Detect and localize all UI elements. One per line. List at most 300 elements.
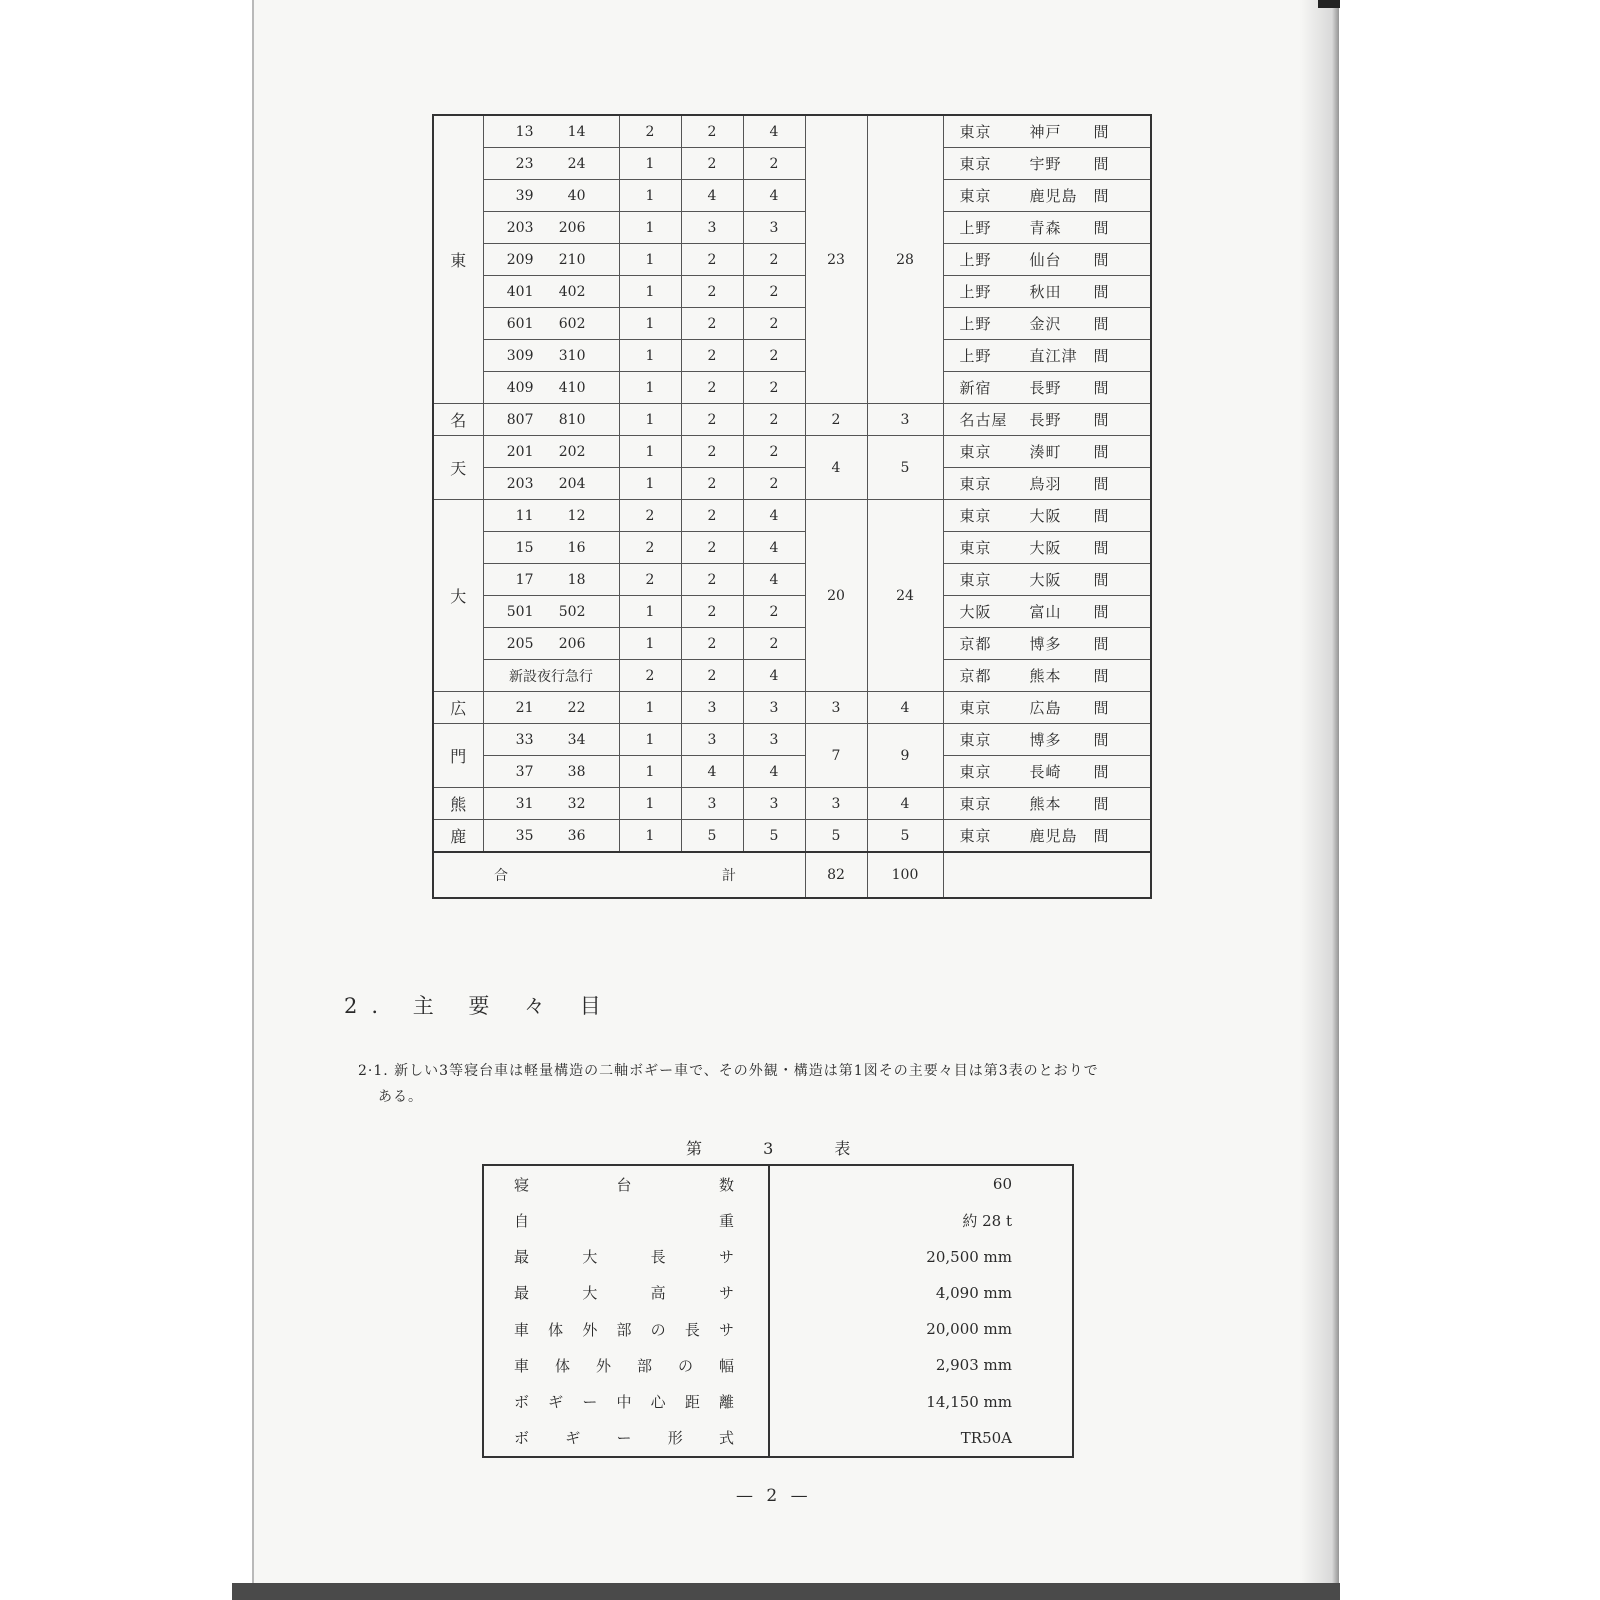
count-cell-3: 4 — [743, 180, 805, 212]
route-from: 上野 — [959, 315, 992, 333]
count-cell-3: 4 — [743, 660, 805, 692]
route-from: 東京 — [959, 475, 992, 493]
train-number-up: 24 — [567, 155, 586, 172]
table-row — [433, 692, 1151, 724]
route-cell — [943, 692, 1151, 724]
route-cell — [943, 212, 1151, 244]
route-from: 大阪 — [959, 603, 992, 621]
route-to: 仙台 — [1029, 251, 1062, 269]
train-number-up: 502 — [558, 603, 586, 620]
train-number-cell — [483, 276, 619, 308]
train-number-down: 17 — [515, 571, 534, 588]
route-to: 博多 — [1029, 731, 1062, 749]
table-row — [433, 308, 1151, 340]
table-row — [433, 596, 1151, 628]
route-from: 京都 — [959, 635, 992, 653]
group-subtotal-cell: 2 — [805, 404, 867, 436]
train-number-up: 202 — [558, 443, 586, 460]
spec-row — [483, 1383, 1073, 1419]
count-cell-1: 1 — [619, 212, 681, 244]
count-cell-1: 1 — [619, 628, 681, 660]
total-label-right: 計 — [722, 868, 736, 884]
group-total-cell: 4 — [867, 788, 943, 820]
route-from: 東京 — [959, 443, 992, 461]
table-row — [433, 148, 1151, 180]
spec-key: 車体外部の幅 — [514, 1356, 734, 1375]
count-cell-3: 2 — [743, 596, 805, 628]
train-number-up: 14 — [567, 123, 586, 140]
count-cell-1: 2 — [619, 660, 681, 692]
route-to: 熊本 — [1029, 667, 1062, 685]
route-to: 長野 — [1029, 411, 1062, 429]
route-from: 東京 — [959, 507, 992, 525]
table-row — [433, 372, 1151, 404]
route-suffix: 間 — [1093, 283, 1110, 301]
count-cell-2: 2 — [681, 372, 743, 404]
train-number-up: 16 — [567, 539, 586, 556]
route-suffix: 間 — [1093, 443, 1110, 461]
train-number-up: 36 — [567, 827, 586, 844]
count-cell-2: 2 — [681, 628, 743, 660]
group-total-cell: 5 — [867, 820, 943, 853]
route-from: 東京 — [959, 763, 992, 781]
route-to: 秋田 — [1029, 283, 1062, 301]
region-cell: 門 — [433, 724, 483, 788]
count-cell-2: 2 — [681, 596, 743, 628]
train-number-cell — [483, 436, 619, 468]
route-from: 東京 — [959, 699, 992, 717]
count-cell-1: 1 — [619, 468, 681, 500]
count-cell-1: 1 — [619, 180, 681, 212]
train-number-down: 15 — [515, 539, 534, 556]
count-cell-1: 2 — [619, 564, 681, 596]
train-number-up: 206 — [558, 219, 586, 236]
scan-margin-right — [1339, 0, 1600, 1600]
group-subtotal-cell: 3 — [805, 788, 867, 820]
route-from: 東京 — [959, 571, 992, 589]
table-row — [433, 115, 1151, 148]
route-cell — [943, 372, 1151, 404]
total-row — [433, 852, 1151, 898]
table-row — [433, 820, 1151, 853]
count-cell-1: 1 — [619, 404, 681, 436]
route-suffix: 間 — [1093, 475, 1110, 493]
group-total-cell: 4 — [867, 692, 943, 724]
route-to: 直江津 — [1029, 347, 1078, 365]
table-row — [433, 404, 1151, 436]
train-number-cell — [483, 628, 619, 660]
spec-value: 約 28 t — [962, 1211, 1012, 1230]
route-cell — [943, 180, 1151, 212]
route-from: 名古屋 — [959, 411, 1008, 429]
train-number-cell — [483, 820, 619, 853]
train-number-cell: 新設夜行急行 — [483, 660, 619, 692]
train-number-down: 33 — [515, 731, 534, 748]
count-cell-3: 2 — [743, 468, 805, 500]
train-number-up: 32 — [567, 795, 586, 812]
count-cell-2: 4 — [681, 756, 743, 788]
train-number-up: 18 — [567, 571, 586, 588]
train-number-down: 807 — [506, 411, 534, 428]
count-cell-2: 2 — [681, 660, 743, 692]
train-number-down: 11 — [515, 507, 534, 524]
train-number-cell — [483, 115, 619, 148]
route-cell — [943, 148, 1151, 180]
count-cell-3: 4 — [743, 564, 805, 596]
paragraph-line-2: ある。 — [378, 1089, 423, 1105]
count-cell-3: 2 — [743, 244, 805, 276]
route-suffix: 間 — [1093, 635, 1110, 653]
route-suffix: 間 — [1093, 699, 1110, 717]
train-number-down: 201 — [506, 443, 534, 460]
spec-key: ボギー形式 — [514, 1429, 734, 1448]
spec-key: 最大長サ — [514, 1248, 734, 1267]
route-cell — [943, 628, 1151, 660]
route-cell — [943, 820, 1151, 853]
total-label-cell — [433, 852, 805, 898]
route-suffix: 間 — [1093, 827, 1110, 845]
count-cell-2: 2 — [681, 532, 743, 564]
train-number-cell — [483, 180, 619, 212]
train-number-down: 209 — [506, 251, 534, 268]
route-from: 上野 — [959, 283, 992, 301]
route-cell — [943, 308, 1151, 340]
route-to: 鹿児島 — [1029, 187, 1078, 205]
route-cell — [943, 436, 1151, 468]
route-to: 金沢 — [1029, 315, 1062, 333]
route-from: 上野 — [959, 219, 992, 237]
route-to: 長野 — [1029, 379, 1062, 397]
count-cell-2: 2 — [681, 276, 743, 308]
table-row — [433, 244, 1151, 276]
train-number-down: 13 — [515, 123, 534, 140]
table-row — [433, 660, 1151, 692]
spec-value: 2,903 mm — [935, 1356, 1012, 1375]
train-number-cell — [483, 756, 619, 788]
train-number-cell — [483, 788, 619, 820]
route-suffix: 間 — [1093, 731, 1110, 749]
count-cell-1: 1 — [619, 788, 681, 820]
route-to: 湊町 — [1029, 443, 1062, 461]
count-cell-1: 2 — [619, 115, 681, 148]
train-number-cell — [483, 308, 619, 340]
route-from: 京都 — [959, 667, 992, 685]
spec-value: 20,500 mm — [926, 1247, 1012, 1266]
group-subtotal-cell: 7 — [805, 724, 867, 788]
route-cell — [943, 115, 1151, 148]
count-cell-3: 3 — [743, 788, 805, 820]
route-suffix: 間 — [1093, 411, 1110, 429]
route-cell — [943, 532, 1151, 564]
table-row — [433, 628, 1151, 660]
train-number-down: 205 — [506, 635, 534, 652]
count-cell-2: 3 — [681, 212, 743, 244]
group-subtotal-cell: 5 — [805, 820, 867, 853]
spec-key: ボギー中心距離 — [514, 1393, 734, 1411]
route-cell — [943, 660, 1151, 692]
train-number-down: 401 — [506, 283, 534, 300]
route-from: 東京 — [959, 539, 992, 557]
table-row — [433, 500, 1151, 532]
count-cell-2: 2 — [681, 308, 743, 340]
spec-key-cell — [483, 1275, 769, 1311]
count-cell-2: 5 — [681, 820, 743, 853]
train-number-cell — [483, 692, 619, 724]
count-cell-1: 2 — [619, 532, 681, 564]
route-cell — [943, 564, 1151, 596]
train-number-up: 34 — [567, 731, 586, 748]
scan-artifact-bottom — [232, 1583, 1340, 1600]
region-cell: 熊 — [433, 788, 483, 820]
table-row — [433, 788, 1151, 820]
spec-key-cell — [483, 1311, 769, 1347]
group-subtotal-cell: 20 — [805, 500, 867, 692]
route-to: 鹿児島 — [1029, 827, 1078, 845]
count-cell-1: 1 — [619, 692, 681, 724]
count-cell-2: 2 — [681, 564, 743, 596]
group-total-cell: 5 — [867, 436, 943, 500]
group-subtotal-cell: 23 — [805, 115, 867, 404]
scan-margin-left — [0, 0, 252, 1600]
route-to: 富山 — [1029, 603, 1062, 621]
page-number: — 2 — — [736, 1486, 812, 1506]
spec-key-cell — [483, 1383, 769, 1419]
route-to: 鳥羽 — [1029, 475, 1062, 493]
train-number-cell — [483, 564, 619, 596]
count-cell-2: 2 — [681, 148, 743, 180]
route-from: 上野 — [959, 251, 992, 269]
count-cell-3: 2 — [743, 308, 805, 340]
spec-key-cell — [483, 1239, 769, 1275]
train-number-down: 203 — [506, 219, 534, 236]
route-suffix: 間 — [1093, 123, 1110, 141]
train-number-down: 21 — [515, 699, 534, 716]
route-from: 東京 — [959, 187, 992, 205]
count-cell-3: 3 — [743, 692, 805, 724]
route-suffix: 間 — [1093, 667, 1110, 685]
train-number-up: 310 — [558, 347, 586, 364]
train-number-down: 309 — [506, 347, 534, 364]
spec-value: 20,000 mm — [926, 1320, 1012, 1339]
route-to: 大阪 — [1029, 571, 1062, 589]
train-number-cell — [483, 148, 619, 180]
train-number-cell — [483, 468, 619, 500]
spec-row — [483, 1311, 1073, 1347]
count-cell-2: 2 — [681, 436, 743, 468]
route-to: 広島 — [1029, 699, 1062, 717]
train-number-up: 40 — [567, 187, 586, 204]
spec-row — [483, 1420, 1073, 1457]
route-to: 熊本 — [1029, 795, 1062, 813]
route-cell — [943, 596, 1151, 628]
main-dimensions-table — [482, 1164, 1074, 1458]
train-number-cell — [483, 212, 619, 244]
count-cell-1: 1 — [619, 308, 681, 340]
group-total-cell: 28 — [867, 115, 943, 404]
count-cell-1: 1 — [619, 372, 681, 404]
table-row — [433, 180, 1151, 212]
route-from: 東京 — [959, 155, 992, 173]
route-from: 新宿 — [959, 379, 992, 397]
spec-row — [483, 1347, 1073, 1383]
region-cell: 大 — [433, 500, 483, 692]
scan-artifact-top — [1318, 0, 1340, 8]
route-to: 宇野 — [1029, 155, 1062, 173]
route-to: 神戸 — [1029, 123, 1062, 141]
total-empty-cell — [943, 852, 1151, 898]
route-from: 東京 — [959, 731, 992, 749]
train-number-cell — [483, 244, 619, 276]
count-cell-1: 2 — [619, 500, 681, 532]
spec-row — [483, 1275, 1073, 1311]
route-to: 大阪 — [1029, 539, 1062, 557]
count-cell-2: 3 — [681, 692, 743, 724]
count-cell-3: 4 — [743, 756, 805, 788]
table3-caption: 第 3 表 — [686, 1139, 851, 1158]
count-cell-3: 2 — [743, 628, 805, 660]
spec-row — [483, 1202, 1073, 1238]
spec-key-cell — [483, 1420, 769, 1457]
table-row — [433, 468, 1151, 500]
table-row — [433, 564, 1151, 596]
route-suffix: 間 — [1093, 795, 1110, 813]
route-suffix: 間 — [1093, 763, 1110, 781]
count-cell-3: 2 — [743, 404, 805, 436]
count-cell-2: 4 — [681, 180, 743, 212]
train-number-down: 37 — [515, 763, 534, 780]
count-cell-2: 2 — [681, 404, 743, 436]
section-heading: 2. 主 要 々 目 — [344, 994, 615, 1018]
route-suffix: 間 — [1093, 219, 1110, 237]
train-number-cell — [483, 532, 619, 564]
route-to: 博多 — [1029, 635, 1062, 653]
count-cell-2: 2 — [681, 468, 743, 500]
route-to: 長崎 — [1029, 763, 1062, 781]
train-number-up: 410 — [558, 379, 586, 396]
route-from: 東京 — [959, 827, 992, 845]
route-to: 大阪 — [1029, 507, 1062, 525]
count-cell-1: 1 — [619, 724, 681, 756]
train-number-cell — [483, 500, 619, 532]
train-number-cell — [483, 372, 619, 404]
spec-row — [483, 1165, 1073, 1202]
spec-key-cell — [483, 1347, 769, 1383]
count-cell-2: 2 — [681, 340, 743, 372]
count-cell-2: 2 — [681, 115, 743, 148]
spec-value: 60 — [992, 1175, 1012, 1194]
train-number-cell — [483, 404, 619, 436]
region-cell: 名 — [433, 404, 483, 436]
train-number-down: 31 — [515, 795, 534, 812]
train-number-up: 12 — [567, 507, 586, 524]
route-suffix: 間 — [1093, 603, 1110, 621]
route-cell — [943, 468, 1151, 500]
route-from: 東京 — [959, 795, 992, 813]
count-cell-1: 1 — [619, 820, 681, 853]
page-edge-shadow — [1300, 0, 1340, 1600]
route-cell — [943, 500, 1151, 532]
count-cell-3: 4 — [743, 115, 805, 148]
train-number-down: 501 — [506, 603, 534, 620]
spec-key: 車体外部の長サ — [514, 1320, 734, 1339]
train-number-up: 402 — [558, 283, 586, 300]
region-cell: 東 — [433, 115, 483, 404]
train-number-cell — [483, 724, 619, 756]
train-number-up: 602 — [558, 315, 586, 332]
total-label-left: 合 — [494, 868, 508, 884]
paragraph-line-1: 2·1. 新しい3等寝台車は軽量構造の二軸ボギー車で、その外観・構造は第1図その主要々目は第3表のとおりで — [358, 1063, 1099, 1079]
route-cell — [943, 276, 1151, 308]
count-cell-3: 3 — [743, 724, 805, 756]
train-number-down: 203 — [506, 475, 534, 492]
count-cell-3: 4 — [743, 500, 805, 532]
count-cell-1: 1 — [619, 148, 681, 180]
count-cell-3: 2 — [743, 436, 805, 468]
spec-value: 14,150 mm — [926, 1392, 1012, 1411]
spec-key: 最大高サ — [514, 1284, 734, 1303]
count-cell-2: 2 — [681, 244, 743, 276]
count-cell-1: 1 — [619, 340, 681, 372]
spec-key: 寝台数 — [514, 1175, 734, 1194]
spec-key-cell — [483, 1165, 769, 1202]
route-cell — [943, 340, 1151, 372]
count-cell-3: 4 — [743, 532, 805, 564]
group-total-cell: 24 — [867, 500, 943, 692]
train-number-cell — [483, 340, 619, 372]
group-total-cell: 3 — [867, 404, 943, 436]
count-cell-1: 1 — [619, 436, 681, 468]
count-cell-3: 2 — [743, 148, 805, 180]
route-cell — [943, 788, 1151, 820]
route-suffix: 間 — [1093, 155, 1110, 173]
spec-key-cell — [483, 1202, 769, 1238]
count-cell-2: 2 — [681, 500, 743, 532]
route-cell — [943, 756, 1151, 788]
count-cell-3: 2 — [743, 340, 805, 372]
group-subtotal-cell: 4 — [805, 436, 867, 500]
train-number-down: 35 — [515, 827, 534, 844]
table-row — [433, 532, 1151, 564]
route-suffix: 間 — [1093, 507, 1110, 525]
table-row — [433, 724, 1151, 756]
train-number-down: 23 — [515, 155, 534, 172]
train-number-up: 810 — [558, 411, 586, 428]
route-suffix: 間 — [1093, 347, 1110, 365]
train-number-up: 206 — [558, 635, 586, 652]
train-number-down: 601 — [506, 315, 534, 332]
train-number-down: 409 — [506, 379, 534, 396]
region-cell: 天 — [433, 436, 483, 500]
route-cell — [943, 724, 1151, 756]
count-cell-2: 3 — [681, 788, 743, 820]
route-suffix: 間 — [1093, 251, 1110, 269]
count-cell-1: 1 — [619, 244, 681, 276]
route-suffix: 間 — [1093, 315, 1110, 333]
route-from: 上野 — [959, 347, 992, 365]
spec-key: 自重 — [514, 1211, 734, 1230]
table-row — [433, 212, 1151, 244]
total-grand-cell: 100 — [867, 852, 943, 898]
train-number-down: 39 — [515, 187, 534, 204]
route-suffix: 間 — [1093, 187, 1110, 205]
route-suffix: 間 — [1093, 571, 1110, 589]
train-number-up: 210 — [558, 251, 586, 268]
table-row — [433, 756, 1151, 788]
region-cell: 広 — [433, 692, 483, 724]
spec-row — [483, 1239, 1073, 1275]
table-row — [433, 340, 1151, 372]
table-row — [433, 276, 1151, 308]
